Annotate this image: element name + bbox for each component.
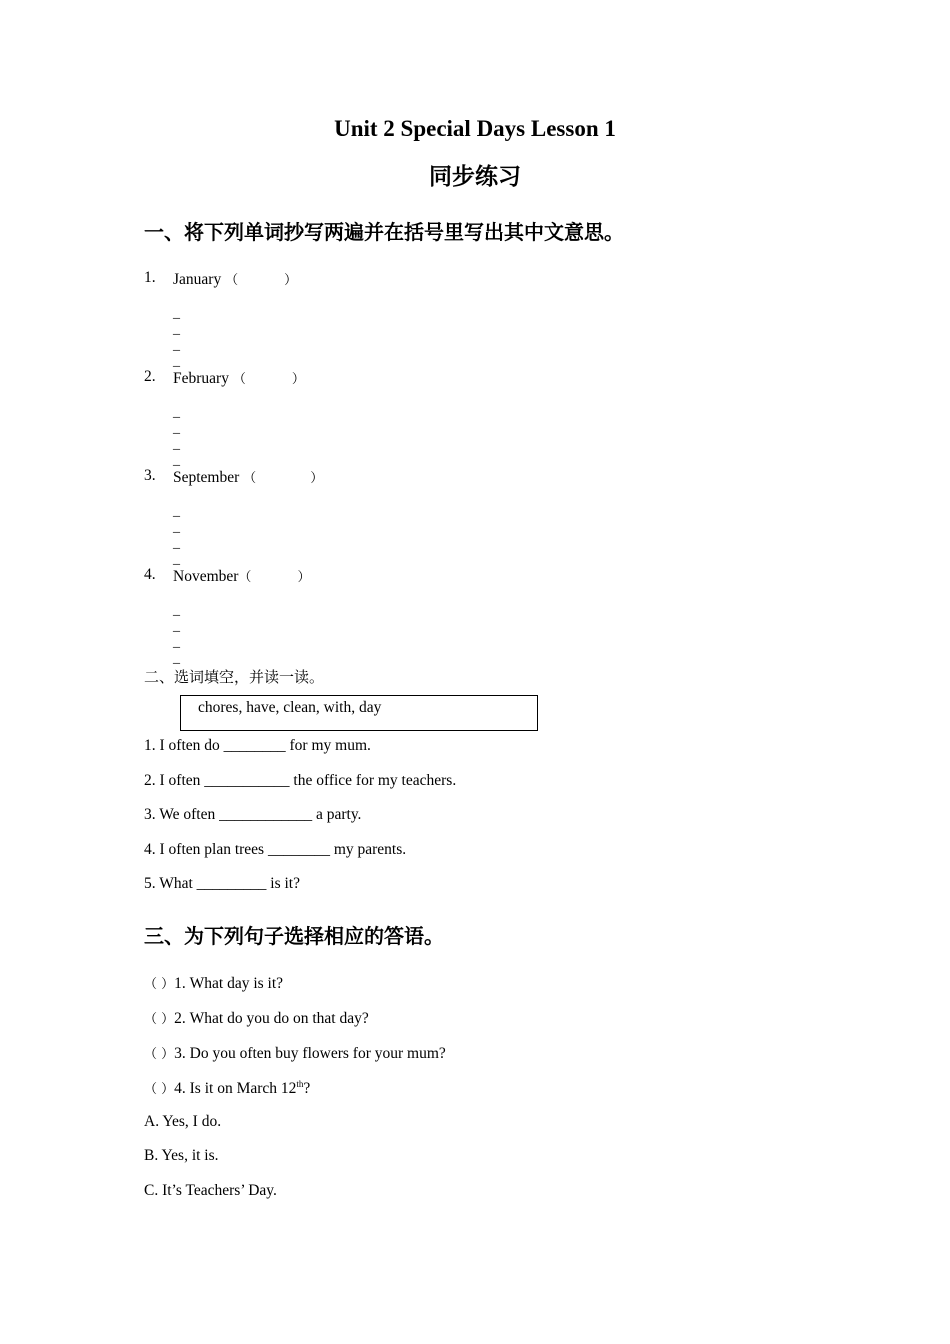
section-1-heading: 一、将下列单词抄写两遍并在括号里写出其中文意思。 <box>144 220 624 244</box>
vocab-word <box>173 467 323 487</box>
blank-line: _ <box>173 520 180 535</box>
open-paren: （ <box>243 471 257 486</box>
answer-paren: （ ） <box>144 1047 175 1062</box>
blank-line: _ <box>173 437 180 452</box>
ordinal-suffix: th <box>296 1078 304 1089</box>
blank-line: _ <box>173 536 180 551</box>
vocab-word <box>173 566 310 586</box>
fill-blank-question: 4. I often plan trees ________ my parents. <box>144 841 407 858</box>
match-question <box>144 1078 310 1098</box>
item-number: 2. <box>144 368 156 385</box>
document-title: Unit 2 Special Days Lesson 1 <box>334 116 616 141</box>
blank-line: _ <box>173 552 180 567</box>
close-paren: ） <box>310 471 324 486</box>
item-number: 1. <box>144 269 156 286</box>
blank-line: _ <box>173 603 180 618</box>
question-mark: ? <box>303 1080 311 1097</box>
vocab-word <box>173 269 297 289</box>
match-question <box>144 1008 369 1028</box>
match-question-text: 3. Do you often buy flowers for your mum? <box>174 1045 446 1062</box>
document-subtitle: 同步练习 <box>429 164 521 190</box>
close-paren: ） <box>291 372 305 387</box>
blank-line: _ <box>173 651 180 666</box>
fill-blank-question: 1. I often do ________ for my mum. <box>144 737 371 754</box>
vocab-word-text: September <box>173 469 240 486</box>
vocab-word-text: November <box>173 568 239 585</box>
blank-line: _ <box>173 338 180 353</box>
blank-line: _ <box>173 453 180 468</box>
item-number: 4. <box>144 566 156 583</box>
vocab-word-text: February <box>173 370 229 387</box>
blank-line: _ <box>173 306 180 321</box>
match-question <box>144 1043 446 1063</box>
vocab-word <box>173 368 305 388</box>
answer-option: C. It’s Teachers’ Day. <box>144 1182 277 1199</box>
answer-paren: （ ） <box>144 977 175 992</box>
answer-option: B. Yes, it is. <box>144 1147 219 1164</box>
answer-paren: （ ） <box>144 1082 175 1097</box>
vocab-word-text: January <box>173 271 222 288</box>
blank-line: _ <box>173 354 180 369</box>
answer-paren: （ ） <box>144 1012 175 1027</box>
open-paren: （ <box>232 372 246 387</box>
answer-option: A. Yes, I do. <box>144 1113 222 1130</box>
fill-blank-question: 3. We often ____________ a party. <box>144 806 362 823</box>
open-paren: （ <box>238 570 252 585</box>
word-bank-box <box>180 695 538 731</box>
match-question-text: 1. What day is it? <box>174 975 284 992</box>
match-question <box>144 973 283 993</box>
blank-line: _ <box>173 322 180 337</box>
blank-line: _ <box>173 405 180 420</box>
fill-blank-question: 5. What _________ is it? <box>144 875 300 892</box>
word-bank-text: chores, have, clean, with, day <box>198 699 382 716</box>
open-paren: （ <box>225 273 239 288</box>
blank-line: _ <box>173 619 180 634</box>
match-question-text: 2. What do you do on that day? <box>174 1010 369 1027</box>
match-question-text: 4. Is it on March 12 <box>174 1080 297 1097</box>
blank-line: _ <box>173 504 180 519</box>
section-3-heading: 三、为下列句子选择相应的答语。 <box>144 924 444 948</box>
section-2-heading: 二、选词填空，并读一读。 <box>144 668 325 686</box>
item-number: 3. <box>144 467 156 484</box>
blank-line: _ <box>173 421 180 436</box>
fill-blank-question: 2. I often ___________ the office for my teachers. <box>144 772 457 789</box>
close-paren: ） <box>284 273 298 288</box>
close-paren: ） <box>297 570 311 585</box>
blank-line: _ <box>173 635 180 650</box>
